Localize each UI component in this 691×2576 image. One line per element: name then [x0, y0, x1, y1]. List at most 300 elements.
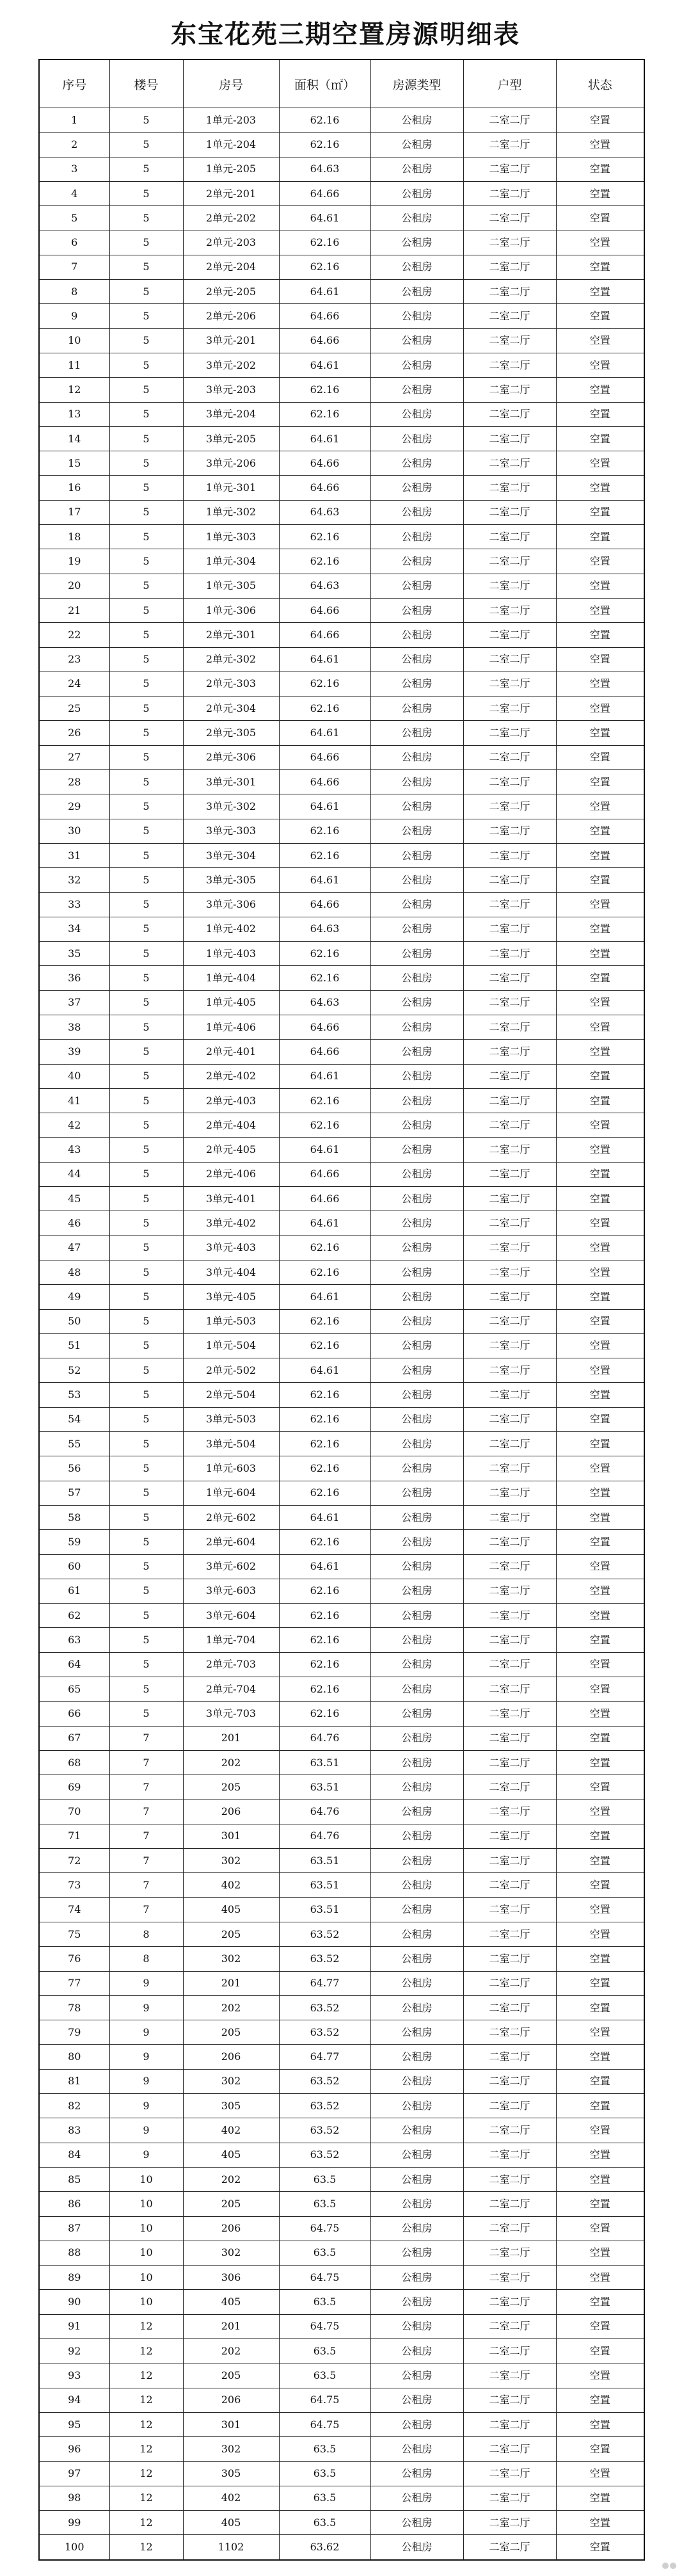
cell-area: 64.66 — [279, 745, 370, 769]
cell-area: 63.51 — [279, 1775, 370, 1799]
cell-status: 空置 — [556, 1922, 644, 1946]
cell-housing-type: 公租房 — [370, 157, 463, 181]
cell-status: 空置 — [556, 598, 644, 622]
column-header-serial: 序号 — [39, 60, 109, 108]
cell-housing-type: 公租房 — [370, 181, 463, 205]
cell-building: 5 — [109, 721, 183, 745]
cell-layout: 二室二厅 — [463, 2241, 556, 2265]
cell-room: 1单元-704 — [183, 1628, 279, 1652]
cell-room: 2单元-504 — [183, 1383, 279, 1407]
cell-room: 3单元-602 — [183, 1554, 279, 1579]
cell-layout: 二室二厅 — [463, 549, 556, 574]
cell-layout: 二室二厅 — [463, 598, 556, 622]
cell-status: 空置 — [556, 672, 644, 696]
cell-layout: 二室二厅 — [463, 402, 556, 426]
cell-layout: 二室二厅 — [463, 2461, 556, 2486]
cell-housing-type: 公租房 — [370, 574, 463, 598]
cell-serial: 80 — [39, 2045, 109, 2069]
cell-room: 302 — [183, 1947, 279, 1971]
cell-room: 2单元-405 — [183, 1138, 279, 1162]
cell-status: 空置 — [556, 2167, 644, 2191]
cell-area: 62.16 — [279, 1604, 370, 1628]
cell-layout: 二室二厅 — [463, 1383, 556, 1407]
cell-status: 空置 — [556, 280, 644, 304]
cell-status: 空置 — [556, 1947, 644, 1971]
cell-room: 201 — [183, 1726, 279, 1750]
table-row — [39, 2290, 644, 2314]
cell-status: 空置 — [556, 2192, 644, 2216]
cell-layout: 二室二厅 — [463, 108, 556, 133]
cell-status: 空置 — [556, 1138, 644, 1162]
cell-building: 5 — [109, 1064, 183, 1088]
cell-status: 空置 — [556, 1554, 644, 1579]
cell-room: 205 — [183, 2192, 279, 2216]
table-row — [39, 157, 644, 181]
cell-serial: 72 — [39, 1849, 109, 1873]
cell-housing-type: 公租房 — [370, 892, 463, 917]
cell-room: 1单元-406 — [183, 1015, 279, 1039]
table-row — [39, 1088, 644, 1113]
cell-room: 306 — [183, 2266, 279, 2290]
cell-room: 1单元-403 — [183, 942, 279, 966]
cell-status: 空置 — [556, 2412, 644, 2436]
cell-area: 62.16 — [279, 1113, 370, 1138]
cell-housing-type: 公租房 — [370, 2486, 463, 2510]
cell-status: 空置 — [556, 1358, 644, 1383]
table-body — [39, 108, 644, 2560]
cell-serial: 35 — [39, 942, 109, 966]
table-row — [39, 1995, 644, 2020]
cell-area: 62.16 — [279, 378, 370, 402]
table-row — [39, 1505, 644, 1529]
cell-building: 5 — [109, 451, 183, 476]
cell-status: 空置 — [556, 1481, 644, 1505]
cell-layout: 二室二厅 — [463, 990, 556, 1015]
cell-area: 64.66 — [279, 1015, 370, 1039]
cell-housing-type: 公租房 — [370, 2290, 463, 2314]
cell-layout: 二室二厅 — [463, 696, 556, 721]
cell-housing-type: 公租房 — [370, 2388, 463, 2412]
cell-status: 空置 — [556, 917, 644, 941]
cell-serial: 62 — [39, 1604, 109, 1628]
cell-building: 5 — [109, 1481, 183, 1505]
cell-layout: 二室二厅 — [463, 966, 556, 990]
cell-building: 10 — [109, 2216, 183, 2241]
cell-room: 3单元-401 — [183, 1187, 279, 1211]
cell-building: 5 — [109, 1285, 183, 1309]
cell-area: 63.5 — [279, 2167, 370, 2191]
cell-building: 5 — [109, 1456, 183, 1481]
cell-status: 空置 — [556, 819, 644, 843]
cell-area: 62.16 — [279, 255, 370, 279]
cell-serial: 71 — [39, 1824, 109, 1848]
cell-layout: 二室二厅 — [463, 1015, 556, 1039]
cell-room: 206 — [183, 2216, 279, 2241]
cell-area: 62.16 — [279, 672, 370, 696]
table-row — [39, 2388, 644, 2412]
table-row — [39, 2094, 644, 2118]
cell-layout: 二室二厅 — [463, 2388, 556, 2412]
cell-housing-type: 公租房 — [370, 2437, 463, 2461]
table-row — [39, 1015, 644, 1039]
table-row — [39, 1628, 644, 1652]
cell-serial: 22 — [39, 623, 109, 647]
cell-layout: 二室二厅 — [463, 647, 556, 672]
cell-area: 62.16 — [279, 1481, 370, 1505]
cell-serial: 11 — [39, 353, 109, 377]
cell-layout: 二室二厅 — [463, 2192, 556, 2216]
cell-layout: 二室二厅 — [463, 942, 556, 966]
cell-layout: 二室二厅 — [463, 1897, 556, 1922]
table-row — [39, 1677, 644, 1702]
cell-layout: 二室二厅 — [463, 476, 556, 500]
cell-housing-type: 公租房 — [370, 2412, 463, 2436]
cell-building: 5 — [109, 1677, 183, 1702]
cell-housing-type: 公租房 — [370, 1971, 463, 1995]
cell-building: 5 — [109, 990, 183, 1015]
cell-housing-type: 公租房 — [370, 451, 463, 476]
cell-housing-type: 公租房 — [370, 1260, 463, 1284]
cell-building: 5 — [109, 696, 183, 721]
cell-status: 空置 — [556, 1702, 644, 1726]
cell-building: 5 — [109, 1236, 183, 1260]
cell-serial: 86 — [39, 2192, 109, 2216]
cell-area: 62.16 — [279, 942, 370, 966]
cell-layout: 二室二厅 — [463, 2143, 556, 2167]
cell-layout: 二室二厅 — [463, 1849, 556, 1873]
cell-housing-type: 公租房 — [370, 1604, 463, 1628]
cell-status: 空置 — [556, 1187, 644, 1211]
cell-serial: 20 — [39, 574, 109, 598]
cell-room: 2单元-401 — [183, 1040, 279, 1064]
cell-serial: 34 — [39, 917, 109, 941]
cell-building: 12 — [109, 2314, 183, 2339]
cell-room: 2单元-403 — [183, 1088, 279, 1113]
table-row — [39, 2118, 644, 2143]
table-row — [39, 990, 644, 1015]
cell-status: 空置 — [556, 1505, 644, 1529]
cell-status: 空置 — [556, 2094, 644, 2118]
cell-status: 空置 — [556, 1775, 644, 1799]
cell-room: 1单元-405 — [183, 990, 279, 1015]
table-row — [39, 1138, 644, 1162]
cell-status: 空置 — [556, 2535, 644, 2560]
cell-room: 206 — [183, 2045, 279, 2069]
cell-layout: 二室二厅 — [463, 1579, 556, 1603]
cell-serial: 81 — [39, 2069, 109, 2093]
cell-serial: 33 — [39, 892, 109, 917]
cell-housing-type: 公租房 — [370, 1407, 463, 1431]
cell-room: 1单元-603 — [183, 1456, 279, 1481]
cell-room: 3单元-306 — [183, 892, 279, 917]
column-header-housing-type: 房源类型 — [370, 60, 463, 108]
cell-area: 64.66 — [279, 1187, 370, 1211]
cell-room: 2单元-202 — [183, 206, 279, 230]
cell-status: 空置 — [556, 2437, 644, 2461]
cell-housing-type: 公租房 — [370, 378, 463, 402]
cell-serial: 98 — [39, 2486, 109, 2510]
cell-room: 2单元-204 — [183, 255, 279, 279]
cell-layout: 二室二厅 — [463, 1677, 556, 1702]
cell-serial: 13 — [39, 402, 109, 426]
cell-status: 空置 — [556, 206, 644, 230]
cell-layout: 二室二厅 — [463, 255, 556, 279]
cell-room: 3单元-206 — [183, 451, 279, 476]
cell-building: 5 — [109, 1383, 183, 1407]
cell-serial: 65 — [39, 1677, 109, 1702]
cell-building: 5 — [109, 133, 183, 157]
cell-layout: 二室二厅 — [463, 1187, 556, 1211]
cell-housing-type: 公租房 — [370, 1873, 463, 1897]
cell-room: 201 — [183, 1971, 279, 1995]
cell-serial: 60 — [39, 1554, 109, 1579]
cell-layout: 二室二厅 — [463, 1456, 556, 1481]
cell-room: 1单元-503 — [183, 1309, 279, 1333]
cell-area: 64.75 — [279, 2314, 370, 2339]
cell-serial: 85 — [39, 2167, 109, 2191]
cell-area: 64.66 — [279, 892, 370, 917]
cell-room: 3单元-305 — [183, 868, 279, 892]
cell-room: 2单元-703 — [183, 1652, 279, 1677]
cell-housing-type: 公租房 — [370, 1897, 463, 1922]
cell-room: 202 — [183, 2167, 279, 2191]
cell-layout: 二室二厅 — [463, 1530, 556, 1554]
cell-layout: 二室二厅 — [463, 1971, 556, 1995]
table-row — [39, 2461, 644, 2486]
cell-area: 64.61 — [279, 1138, 370, 1162]
cell-building: 7 — [109, 1873, 183, 1897]
table-row — [39, 2069, 644, 2093]
cell-layout: 二室二厅 — [463, 2412, 556, 2436]
cell-serial: 21 — [39, 598, 109, 622]
cell-serial: 2 — [39, 133, 109, 157]
cell-room: 3单元-503 — [183, 1407, 279, 1431]
cell-building: 5 — [109, 1309, 183, 1333]
cell-serial: 14 — [39, 426, 109, 451]
cell-building: 12 — [109, 2363, 183, 2388]
page-title: 东宝花苑三期空置房源明细表 — [171, 20, 520, 49]
cell-room: 3单元-204 — [183, 402, 279, 426]
cell-area: 63.5 — [279, 2461, 370, 2486]
cell-status: 空置 — [556, 353, 644, 377]
table-row — [39, 1947, 644, 1971]
cell-area: 63.52 — [279, 2020, 370, 2045]
cell-area: 64.66 — [279, 770, 370, 794]
table-row — [39, 1897, 644, 1922]
cell-room: 405 — [183, 2511, 279, 2535]
cell-layout: 二室二厅 — [463, 230, 556, 255]
cell-area: 63.5 — [279, 2290, 370, 2314]
table-row — [39, 966, 644, 990]
cell-area: 63.52 — [279, 1947, 370, 1971]
cell-status: 空置 — [556, 1015, 644, 1039]
cell-layout: 二室二厅 — [463, 574, 556, 598]
cell-status: 空置 — [556, 1995, 644, 2020]
cell-status: 空置 — [556, 1333, 644, 1358]
cell-room: 2单元-402 — [183, 1064, 279, 1088]
cell-status: 空置 — [556, 2241, 644, 2265]
table-row — [39, 1383, 644, 1407]
cell-housing-type: 公租房 — [370, 1750, 463, 1775]
cell-housing-type: 公租房 — [370, 721, 463, 745]
cell-housing-type: 公租房 — [370, 696, 463, 721]
cell-serial: 54 — [39, 1407, 109, 1431]
cell-layout: 二室二厅 — [463, 525, 556, 549]
cell-area: 62.16 — [279, 1260, 370, 1284]
cell-housing-type: 公租房 — [370, 1113, 463, 1138]
cell-serial: 32 — [39, 868, 109, 892]
cell-serial: 73 — [39, 1873, 109, 1897]
cell-layout: 二室二厅 — [463, 1799, 556, 1824]
cell-layout: 二室二厅 — [463, 181, 556, 205]
cell-room: 3单元-303 — [183, 819, 279, 843]
cell-housing-type: 公租房 — [370, 133, 463, 157]
table-row — [39, 378, 644, 402]
table-row — [39, 1922, 644, 1946]
cell-status: 空置 — [556, 2486, 644, 2510]
cell-serial: 39 — [39, 1040, 109, 1064]
cell-building: 5 — [109, 1088, 183, 1113]
cell-status: 空置 — [556, 2069, 644, 2093]
cell-room: 202 — [183, 1995, 279, 2020]
cell-serial: 74 — [39, 1897, 109, 1922]
cell-building: 9 — [109, 2045, 183, 2069]
table-row — [39, 1211, 644, 1236]
cell-room: 302 — [183, 2069, 279, 2093]
cell-layout: 二室二厅 — [463, 1628, 556, 1652]
cell-room: 302 — [183, 2241, 279, 2265]
table-row — [39, 696, 644, 721]
cell-serial: 18 — [39, 525, 109, 549]
cell-layout: 二室二厅 — [463, 1040, 556, 1064]
cell-serial: 47 — [39, 1236, 109, 1260]
cell-housing-type: 公租房 — [370, 1995, 463, 2020]
cell-layout: 二室二厅 — [463, 1285, 556, 1309]
cell-serial: 42 — [39, 1113, 109, 1138]
table-row — [39, 280, 644, 304]
cell-status: 空置 — [556, 500, 644, 524]
column-header-room: 房号 — [183, 60, 279, 108]
cell-status: 空置 — [556, 1236, 644, 1260]
cell-status: 空置 — [556, 2314, 644, 2339]
cell-layout: 二室二厅 — [463, 1652, 556, 1677]
cell-status: 空置 — [556, 255, 644, 279]
table-row — [39, 2363, 644, 2388]
cell-room: 3单元-304 — [183, 843, 279, 867]
cell-status: 空置 — [556, 990, 644, 1015]
cell-status: 空置 — [556, 1873, 644, 1897]
cell-serial: 57 — [39, 1481, 109, 1505]
cell-status: 空置 — [556, 451, 644, 476]
cell-building: 5 — [109, 1530, 183, 1554]
cell-area: 62.16 — [279, 1383, 370, 1407]
cell-layout: 二室二厅 — [463, 721, 556, 745]
cell-room: 405 — [183, 2143, 279, 2167]
cell-status: 空置 — [556, 476, 644, 500]
cell-status: 空置 — [556, 1799, 644, 1824]
cell-layout: 二室二厅 — [463, 1922, 556, 1946]
cell-layout: 二室二厅 — [463, 1309, 556, 1333]
cell-building: 5 — [109, 426, 183, 451]
table-row — [39, 942, 644, 966]
table-row — [39, 402, 644, 426]
cell-status: 空置 — [556, 378, 644, 402]
cell-status: 空置 — [556, 647, 644, 672]
cell-status: 空置 — [556, 2143, 644, 2167]
cell-housing-type: 公租房 — [370, 2266, 463, 2290]
cell-layout: 二室二厅 — [463, 1505, 556, 1529]
cell-room: 402 — [183, 1873, 279, 1897]
cell-layout: 二室二厅 — [463, 426, 556, 451]
cell-building: 5 — [109, 1358, 183, 1383]
cell-status: 空置 — [556, 623, 644, 647]
cell-area: 62.16 — [279, 966, 370, 990]
cell-housing-type: 公租房 — [370, 1162, 463, 1186]
cell-housing-type: 公租房 — [370, 2143, 463, 2167]
cell-housing-type: 公租房 — [370, 1088, 463, 1113]
cell-layout: 二室二厅 — [463, 1088, 556, 1113]
cell-building: 5 — [109, 1604, 183, 1628]
table-row — [39, 1333, 644, 1358]
cell-status: 空置 — [556, 1604, 644, 1628]
cell-serial: 79 — [39, 2020, 109, 2045]
cell-housing-type: 公租房 — [370, 1309, 463, 1333]
cell-status: 空置 — [556, 1285, 644, 1309]
column-header-area: 面积（㎡） — [279, 60, 370, 108]
table-row — [39, 2192, 644, 2216]
cell-room: 3单元-403 — [183, 1236, 279, 1260]
cell-room: 2单元-704 — [183, 1677, 279, 1702]
cell-building: 5 — [109, 280, 183, 304]
cell-area: 64.75 — [279, 2266, 370, 2290]
cell-housing-type: 公租房 — [370, 1505, 463, 1529]
cell-status: 空置 — [556, 2363, 644, 2388]
cell-serial: 66 — [39, 1702, 109, 1726]
cell-status: 空置 — [556, 1162, 644, 1186]
cell-building: 5 — [109, 1432, 183, 1456]
cell-serial: 16 — [39, 476, 109, 500]
cell-layout: 二室二厅 — [463, 451, 556, 476]
cell-serial: 10 — [39, 328, 109, 353]
cell-room: 402 — [183, 2118, 279, 2143]
cell-status: 空置 — [556, 1456, 644, 1481]
cell-layout: 二室二厅 — [463, 1702, 556, 1726]
cell-building: 7 — [109, 1849, 183, 1873]
cell-housing-type: 公租房 — [370, 2069, 463, 2093]
cell-layout: 二室二厅 — [463, 770, 556, 794]
cell-building: 5 — [109, 1505, 183, 1529]
cell-layout: 二室二厅 — [463, 843, 556, 867]
cell-serial: 55 — [39, 1432, 109, 1456]
cell-serial: 36 — [39, 966, 109, 990]
cell-layout: 二室二厅 — [463, 1358, 556, 1383]
cell-serial: 56 — [39, 1456, 109, 1481]
cell-room: 3单元-202 — [183, 353, 279, 377]
cell-housing-type: 公租房 — [370, 1922, 463, 1946]
table-row — [39, 1652, 644, 1677]
cell-housing-type: 公租房 — [370, 966, 463, 990]
cell-building: 5 — [109, 476, 183, 500]
cell-room: 405 — [183, 1897, 279, 1922]
cell-area: 62.16 — [279, 696, 370, 721]
cell-housing-type: 公租房 — [370, 476, 463, 500]
cell-housing-type: 公租房 — [370, 745, 463, 769]
table-row — [39, 426, 644, 451]
cell-area: 62.16 — [279, 549, 370, 574]
cell-area: 62.16 — [279, 1456, 370, 1481]
cell-building: 10 — [109, 2192, 183, 2216]
table-row — [39, 819, 644, 843]
